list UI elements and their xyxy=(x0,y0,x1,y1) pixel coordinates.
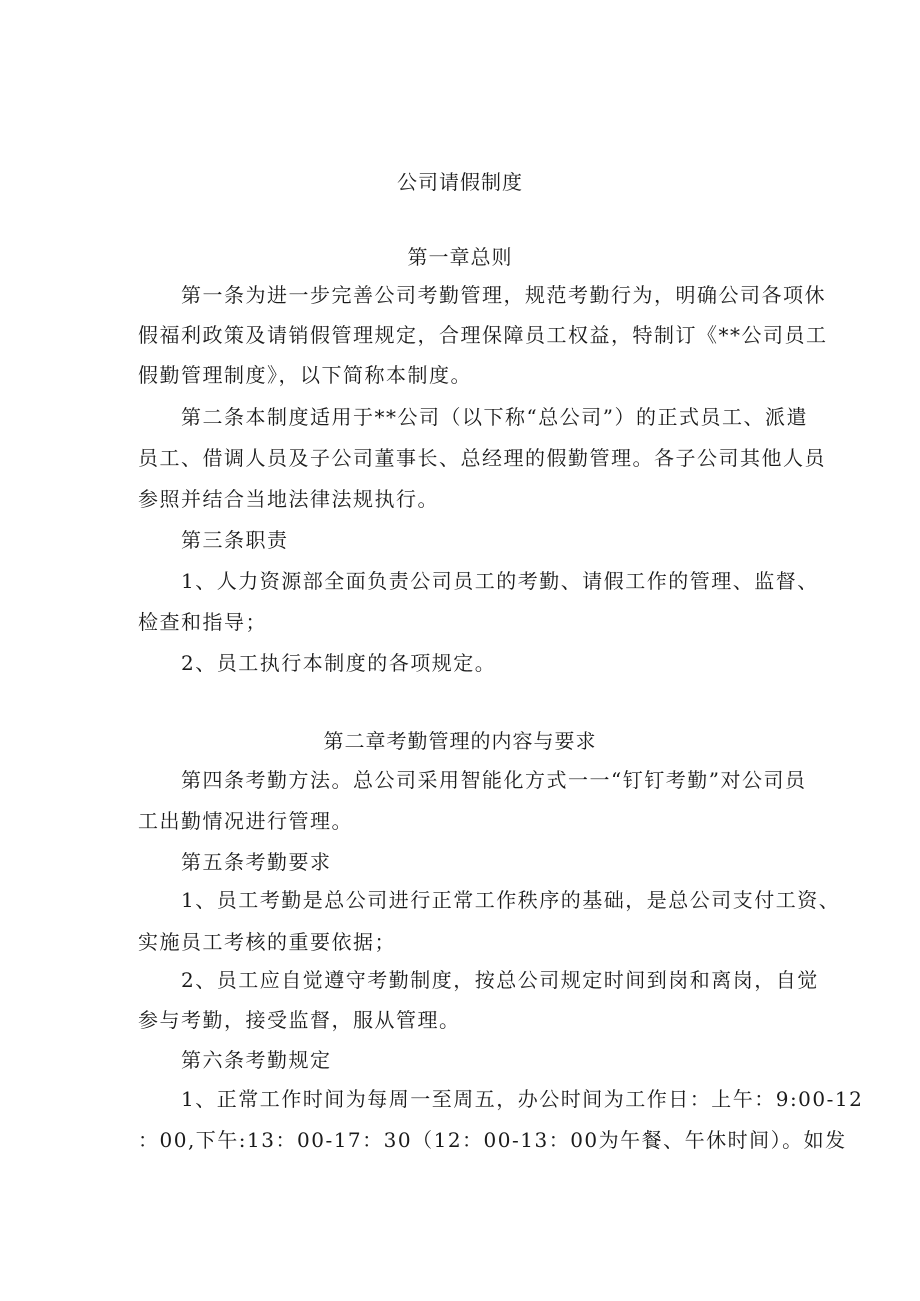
paragraph-line: 假勤管理制度》，以下简称本制度。 xyxy=(138,363,472,387)
chapter-1-heading: 第一章总则 xyxy=(407,245,513,269)
paragraph-line: 参与考勤，接受监督，服从管理。 xyxy=(138,1008,461,1032)
paragraph-line: 假福利政策及请销假管理规定，合理保障员工权益，特制订《**公司员工 xyxy=(138,323,828,347)
paragraph-line: 第一条为进一步完善公司考勤管理，规范考勤行为，明确公司各项休 xyxy=(181,283,826,307)
paragraph-line: 第五条考勤要求 xyxy=(181,850,332,874)
paragraph-line: 检查和指导； xyxy=(138,610,267,634)
paragraph-line: 实施员工考核的重要依据； xyxy=(138,930,396,954)
chapter-2-heading: 第二章考勤管理的内容与要求 xyxy=(323,729,597,753)
paragraph-line: 1、员工考勤是总公司进行正常工作秩序的基础，是总公司支付工资、 xyxy=(181,888,841,912)
paragraph-line: 员工、借调人员及子公司董事长、总经理的假勤管理。各子公司其他人员 xyxy=(138,446,826,470)
paragraph-line: 2、员工执行本制度的各项规定。 xyxy=(181,651,497,675)
paragraph-line: 参照并结合当地法律法规执行。 xyxy=(138,487,439,511)
paragraph-line: 第三条职责 xyxy=(181,528,289,552)
paragraph-line: 第四条考勤方法。总公司采用智能化方式一一“钉钉考勤”对公司员 xyxy=(181,768,807,792)
paragraph-line: 2、员工应自觉遵守考勤制度，按总公司规定时间到岗和离岗，自觉 xyxy=(181,968,819,992)
paragraph-line: 1、人力资源部全面负责公司员工的考勤、请假工作的管理、监督、 xyxy=(181,569,819,593)
paragraph-line: 1、正常工作时间为每周一至周五，办公时间为工作日：上午：9:00-12 xyxy=(181,1087,864,1111)
paragraph-line: ：00,下午:13：00-17：30（12：00-13：00为午餐、午休时间）。如发 xyxy=(138,1128,847,1152)
paragraph-line: 第二条本制度适用于**公司（以下称“总公司”）的正式员工、派遣 xyxy=(181,405,808,429)
document-title: 公司请假制度 xyxy=(397,170,523,194)
paragraph-line: 工出勤情况进行管理。 xyxy=(138,809,353,833)
paragraph-line: 第六条考勤规定 xyxy=(181,1048,332,1072)
